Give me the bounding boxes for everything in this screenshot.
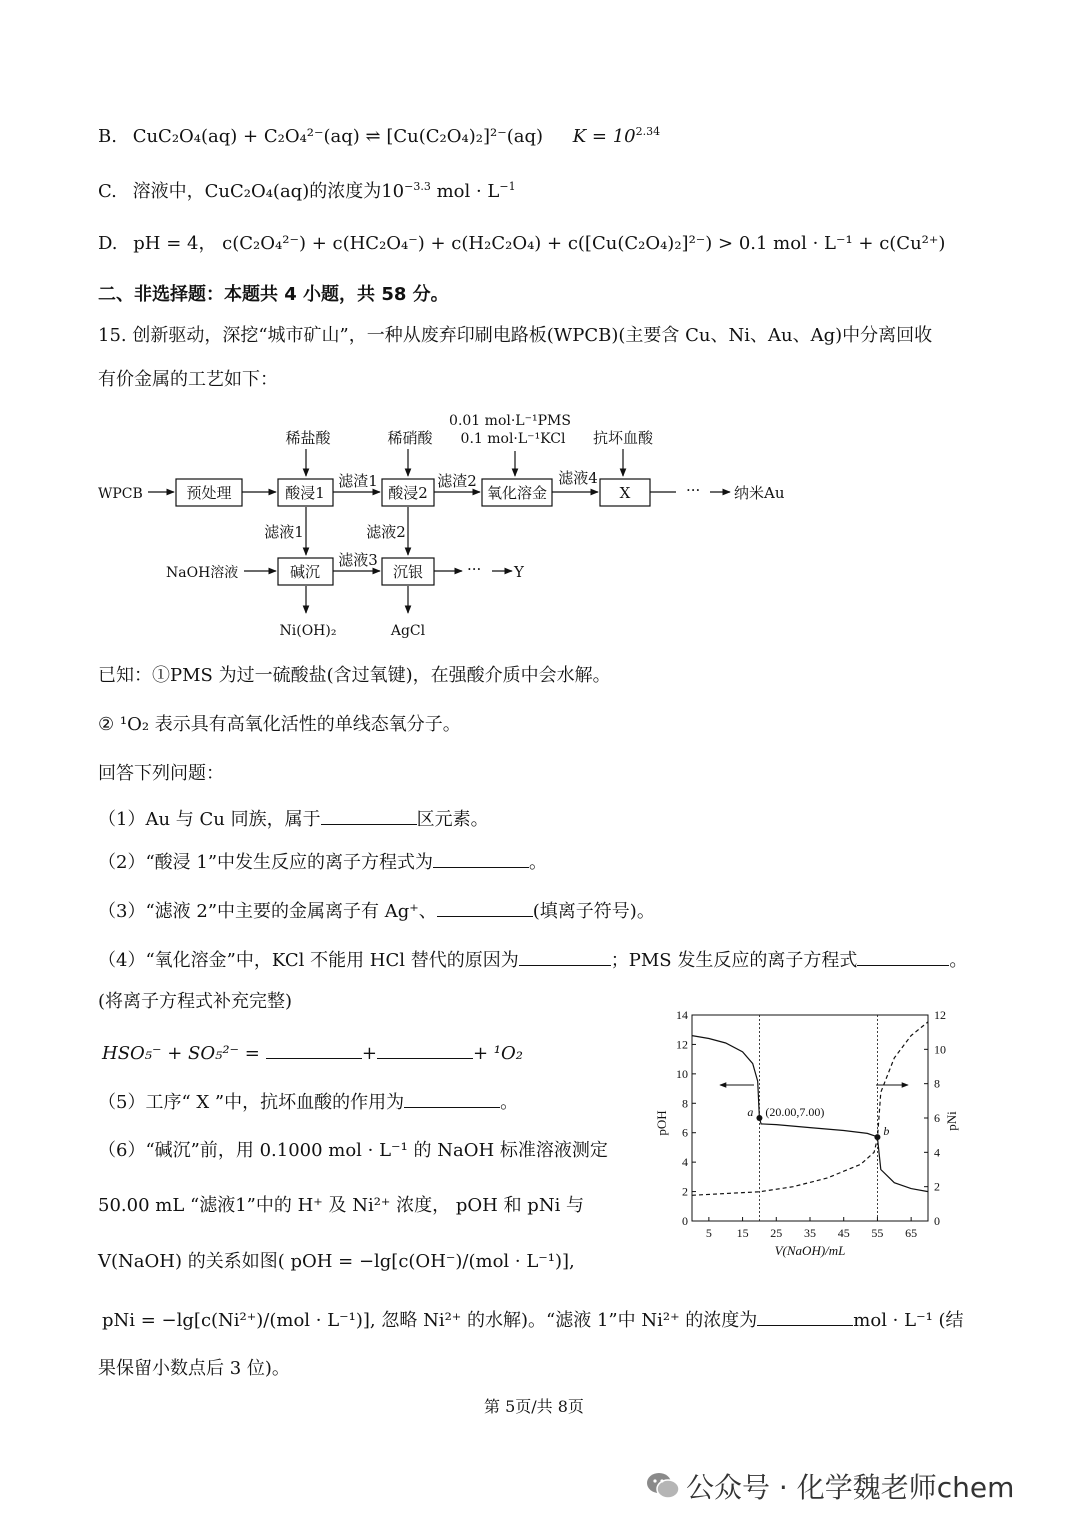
option-c-text: 溶液中，CuC₂O₄(aq)的浓度为10: [132, 181, 405, 202]
y-tick-label: 4: [682, 1155, 688, 1170]
answer-blank-4d[interactable]: [377, 1040, 473, 1059]
flow-ellipsis-2: ···: [467, 560, 482, 578]
question-2-text: （2）“酸浸 1”中发生反应的离子方程式为: [98, 852, 434, 873]
flow-filtrate2: 滤液2: [366, 523, 406, 541]
flow-nioh2: Ni(OH)₂: [279, 623, 337, 639]
answer-blank-2[interactable]: [433, 849, 529, 868]
flow-nano-au: 纳米Au: [734, 484, 785, 502]
question-5: [98, 1089, 518, 1115]
option-c-exp: −3.3: [404, 180, 431, 193]
x-tick-label: 15: [736, 1226, 749, 1240]
y2-tick-label: 6: [934, 1111, 940, 1125]
y2-tick-label: 4: [934, 1145, 940, 1160]
option-b-equation: CuC₂O₄(aq) + C₂O₄²⁻(aq) ⇌ [Cu(C₂O₄)₂]²⁻(aq): [132, 126, 543, 147]
option-c-unit-exp: −1: [499, 180, 516, 193]
flow-vitc: 抗坏血酸: [592, 429, 654, 447]
answer-blank-4a[interactable]: [519, 947, 611, 966]
question-4-equation: [102, 1040, 523, 1066]
y-tick-label: 0: [682, 1214, 688, 1228]
flow-filtrate3: 滤液3: [338, 551, 378, 569]
x-tick-label: 5: [705, 1226, 712, 1240]
known-1: 已知：①PMS 为过一硫酸盐(含过氧键)，在强酸介质中会水解。: [98, 665, 611, 686]
chart-ylabel: pOH: [654, 1110, 669, 1136]
y2-tick-label: 10: [934, 1042, 946, 1057]
question-4-note: (将离子方程式补充完整): [98, 991, 293, 1012]
y-tick-label: 14: [676, 1008, 688, 1022]
flow-kcl: 0.1 mol·L⁻¹KCl: [460, 431, 566, 447]
question-3-tail: (填离子符号)。: [532, 901, 655, 922]
answer-blank-5[interactable]: [404, 1089, 500, 1108]
option-b-k: K = 10: [572, 126, 636, 147]
point-name-a: a: [747, 1105, 754, 1119]
flow-x: X: [619, 484, 631, 502]
x-tick-label: 55: [871, 1226, 884, 1240]
y-tick-label: 6: [682, 1125, 688, 1140]
titration-chart: [640, 1005, 970, 1265]
question-5-tail: 。: [500, 1092, 519, 1113]
chart-y2label: pNi: [944, 1111, 959, 1131]
watermark: [646, 1466, 1014, 1508]
wechat-icon: [646, 1471, 680, 1508]
flow-residue2: 滤渣2: [437, 472, 477, 490]
point-a: [756, 1115, 762, 1121]
point-name-b: b: [883, 1124, 890, 1139]
question-5-text: （5）工序“ X ”中，抗坏血酸的作用为: [98, 1092, 405, 1113]
section-title: 二、非选择题：本题共 4 小题，共 58 分。: [98, 284, 449, 305]
x-tick-label: 25: [770, 1226, 783, 1240]
flow-residue1: 滤渣1: [338, 472, 378, 490]
point-label-a: (20.00,7.00): [765, 1105, 825, 1119]
question-4-plus: +: [361, 1043, 377, 1064]
flow-pms: 0.01 mol·L⁻¹PMS: [449, 413, 571, 429]
question-1: [98, 806, 489, 832]
question-3: [98, 898, 655, 924]
flow-alkali: 碱沉: [289, 563, 321, 581]
question-4-eq-left: HSO₅⁻ + SO₅²⁻ =: [102, 1043, 260, 1064]
flow-oxidize: 氧化溶金: [486, 484, 548, 502]
flow-y: Y: [514, 563, 524, 581]
q15-intro-line1: 15. 创新驱动，深挖“城市矿山”，一种从废弃印刷电路板(WPCB)(主要含 Cu、Ni、Au、Ag)中分离回收: [98, 325, 933, 346]
question-6-line5: 果保留小数点后 3 位)。: [98, 1358, 290, 1379]
flow-filtrate1: 滤液1: [264, 523, 304, 541]
flow-acid1: 酸浸1: [285, 484, 325, 502]
chart-xlabel: V(NaOH)/mL: [774, 1243, 846, 1258]
option-d: [98, 232, 945, 256]
question-4: [98, 947, 967, 973]
flow-wpcb: WPCB: [98, 486, 143, 502]
option-d-label: D.: [98, 233, 118, 254]
flow-pretreat: 预处理: [186, 484, 232, 502]
point-b: [874, 1134, 880, 1140]
flow-naoh: NaOH溶液: [166, 565, 239, 581]
question-6-line2: 50.00 mL “滤液1”中的 H⁺ 及 Ni²⁺ 浓度， pOH 和 pNi 与: [98, 1195, 585, 1216]
y2-tick-label: 12: [934, 1008, 946, 1022]
flow-silver: 沉银: [392, 563, 424, 581]
x-tick-label: 45: [837, 1226, 850, 1240]
answer-blank-1[interactable]: [321, 806, 417, 825]
flow-hno3: 稀硝酸: [387, 429, 433, 447]
question-4-tail: 。: [949, 950, 968, 971]
answer-blank-4c[interactable]: [266, 1040, 362, 1059]
option-b: [98, 120, 660, 149]
process-flowchart: [90, 405, 810, 645]
watermark-text: 公众号 · 化学魏老师chem: [686, 1471, 1015, 1504]
flow-filtrate4: 滤液4: [558, 469, 598, 487]
flow-hcl: 稀盐酸: [285, 429, 331, 447]
option-b-k-exp: 2.34: [635, 125, 661, 138]
answer-blank-4b[interactable]: [857, 947, 949, 966]
question-6-line4-tail: mol · L⁻¹ (结: [853, 1310, 964, 1331]
question-6-line4: [102, 1307, 964, 1333]
option-d-text: pH = 4， c(C₂O₄²⁻) + c(HC₂O₄⁻) + c(H₂C₂O₄) + c([Cu(C₂O₄)₂]²⁻) > 0.1 mol · L⁻¹ + c(Cu²⁺): [133, 233, 946, 254]
page-footer: 第 5页/共 8页: [484, 1397, 584, 1416]
flow-acid2: 酸浸2: [388, 484, 428, 502]
question-4-text: （4）“氧化溶金”中，KCl 不能用 HCl 替代的原因为: [98, 950, 519, 971]
flow-ellipsis-1: ···: [686, 481, 701, 499]
question-6-line4-text: pNi = −lg[c(Ni²⁺)/(mol · L⁻¹)], 忽略 Ni²⁺ 的水解)。“滤液 1”中 Ni²⁺ 的浓度为: [102, 1310, 758, 1331]
answer-blank-3[interactable]: [437, 898, 533, 917]
question-4-eq-right: + ¹O₂: [472, 1043, 523, 1064]
x-tick-label: 35: [804, 1226, 816, 1240]
y-tick-label: 12: [676, 1037, 688, 1052]
question-4-mid: ；PMS 发生反应的离子方程式: [610, 950, 858, 971]
question-1-text: （1）Au 与 Cu 同族，属于: [98, 809, 321, 830]
known-2: ② ¹O₂ 表示具有高氧化活性的单线态氧分子。: [98, 714, 461, 735]
question-2-tail: 。: [529, 852, 548, 873]
question-3-text: （3）“滤液 2”中主要的金属离子有 Ag⁺、: [98, 901, 437, 922]
option-c-label: C.: [98, 181, 117, 202]
option-b-label: B.: [98, 126, 117, 147]
y2-tick-label: 8: [934, 1076, 940, 1091]
flow-agcl: AgCl: [390, 623, 426, 639]
question-2: [98, 849, 547, 875]
question-6-line3: V(NaOH) 的关系如图( pOH = −lg[c(OH⁻)/(mol · L⁻¹)],: [98, 1251, 575, 1272]
option-c: [98, 175, 516, 204]
answer-blank-6[interactable]: [757, 1307, 853, 1326]
question-1-tail: 区元素。: [416, 809, 489, 830]
option-c-unit: mol · L: [430, 181, 500, 202]
answer-prompt: 回答下列问题：: [98, 763, 224, 784]
y-tick-label: 2: [682, 1184, 688, 1199]
y-tick-label: 8: [682, 1096, 688, 1111]
x-tick-label: 65: [905, 1226, 918, 1240]
question-6-line1: （6）“碱沉”前，用 0.1000 mol · L⁻¹ 的 NaOH 标准溶液测定: [98, 1140, 608, 1161]
y-tick-label: 10: [676, 1066, 688, 1081]
y2-tick-label: 0: [934, 1214, 940, 1228]
q15-intro-line2: 有价金属的工艺如下：: [98, 369, 278, 390]
y2-tick-label: 2: [934, 1179, 940, 1194]
